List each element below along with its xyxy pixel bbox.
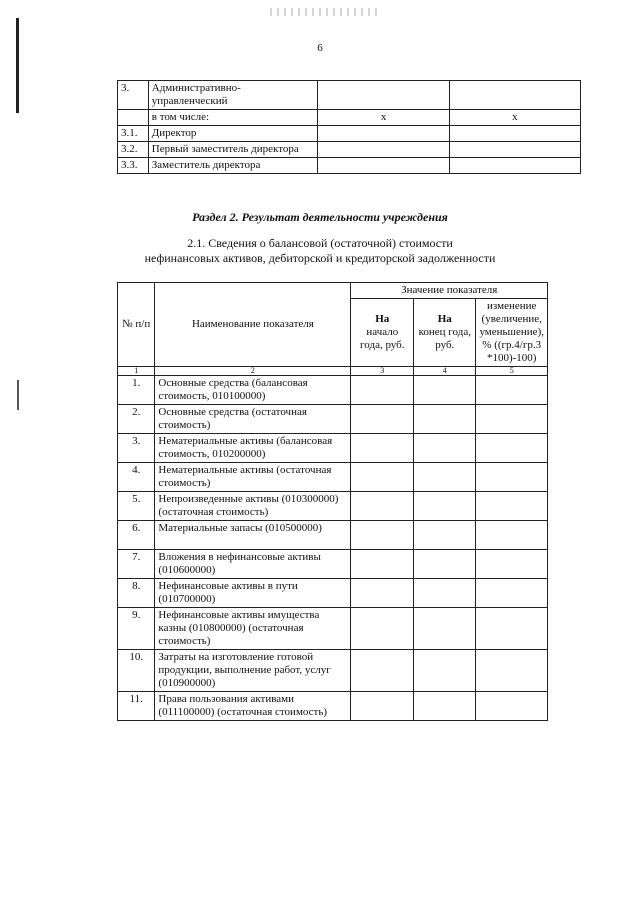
table-row	[118, 463, 548, 492]
table-row	[118, 492, 548, 521]
row-indicator-name: Нематериальные активы (остаточная стоимость)	[155, 463, 351, 492]
row-number: 8.	[118, 579, 155, 608]
row-number: 2.	[118, 405, 155, 434]
row-number: 6.	[118, 521, 155, 550]
row-number: 5.	[118, 492, 155, 521]
cell-name: в том числе:	[148, 110, 318, 126]
column-group-header-value: Значение показателя	[351, 283, 548, 299]
row-number: 3.	[118, 434, 155, 463]
table-row	[118, 692, 548, 721]
section-title: Раздел 2. Результат деятельности учреждения	[192, 210, 448, 224]
value-cell-change	[476, 650, 548, 692]
value-cell-change	[476, 376, 548, 405]
column-header-end-bold: На	[437, 313, 452, 325]
cell-c4	[449, 142, 580, 158]
cell-num: 3.3.	[118, 158, 149, 174]
table-row	[118, 126, 581, 142]
row-indicator-name: Права пользования активами (011100000) (остаточная стоимость)	[155, 692, 351, 721]
value-cell-end	[414, 492, 476, 521]
row-number: 10.	[118, 650, 155, 692]
cell-c4: x	[449, 110, 580, 126]
cell-num: 3.2.	[118, 142, 149, 158]
staff-table	[117, 80, 581, 174]
value-cell-start	[351, 434, 414, 463]
value-cell-start	[351, 579, 414, 608]
value-cell-start	[351, 463, 414, 492]
value-cell-end	[414, 650, 476, 692]
page-number: 6	[317, 42, 323, 54]
row-indicator-name: Непроизведенные активы (010300000) (остаточная стоимость)	[155, 492, 351, 521]
subsection-title	[0, 236, 640, 266]
value-cell-change	[476, 434, 548, 463]
table-row	[118, 521, 548, 550]
cell-num: 3.	[118, 81, 149, 110]
table-row	[118, 110, 581, 126]
table-row	[118, 579, 548, 608]
value-cell-start	[351, 650, 414, 692]
cell-c3: x	[318, 110, 449, 126]
table-row	[118, 550, 548, 579]
value-cell-end	[414, 521, 476, 550]
table-row	[118, 650, 548, 692]
column-index-cell: 4	[414, 367, 476, 376]
column-index-cell: 5	[476, 367, 548, 376]
row-number: 9.	[118, 608, 155, 650]
value-cell-change	[476, 579, 548, 608]
value-cell-start	[351, 550, 414, 579]
row-indicator-name: Основные средства (остаточная стоимость)	[155, 405, 351, 434]
scan-margin-mark	[16, 18, 19, 113]
subtitle-line-1: 2.1. Сведения о балансовой (остаточной) стоимости	[187, 236, 453, 250]
row-indicator-name: Нефинансовые активы имущества казны (010800000) (остаточная стоимость)	[155, 608, 351, 650]
value-cell-change	[476, 521, 548, 550]
value-cell-start	[351, 376, 414, 405]
row-number: 1.	[118, 376, 155, 405]
value-cell-start	[351, 492, 414, 521]
row-number: 7.	[118, 550, 155, 579]
column-header-end-rest: конец года, руб.	[418, 326, 471, 351]
row-indicator-name: Материальные запасы (010500000)	[155, 521, 351, 550]
row-number: 11.	[118, 692, 155, 721]
table-row	[118, 142, 581, 158]
column-header-start	[351, 299, 414, 367]
value-cell-change	[476, 492, 548, 521]
column-header-num: № п/п	[118, 283, 155, 367]
table-row	[118, 158, 581, 174]
row-indicator-name: Вложения в нефинансовые активы (010600000)	[155, 550, 351, 579]
cell-num: 3.1.	[118, 126, 149, 142]
cell-num	[118, 110, 149, 126]
assets-table	[117, 282, 548, 721]
column-header-start-rest: начало года, руб.	[360, 326, 405, 351]
column-header-start-bold: На	[375, 313, 390, 325]
table-row	[118, 405, 548, 434]
cell-c3	[318, 126, 449, 142]
value-cell-end	[414, 434, 476, 463]
value-cell-end	[414, 692, 476, 721]
row-indicator-name: Основные средства (балансовая стоимость, 010100000)	[155, 376, 351, 405]
column-index-cell: 1	[118, 367, 155, 376]
cell-name: Первый заместитель директора	[148, 142, 318, 158]
value-cell-change	[476, 550, 548, 579]
table-row	[118, 81, 581, 110]
value-cell-end	[414, 376, 476, 405]
cell-c3	[318, 142, 449, 158]
row-number: 4.	[118, 463, 155, 492]
value-cell-start	[351, 521, 414, 550]
value-cell-start	[351, 692, 414, 721]
column-index-cell: 3	[351, 367, 414, 376]
table-row	[118, 434, 548, 463]
column-index-row	[118, 367, 548, 376]
cell-c4	[449, 81, 580, 110]
value-cell-end	[414, 463, 476, 492]
scan-noise	[270, 8, 380, 16]
scan-margin-mark	[17, 380, 19, 410]
column-index-cell: 2	[155, 367, 351, 376]
value-cell-change	[476, 405, 548, 434]
cell-c4	[449, 126, 580, 142]
column-header-change: изменение (увеличение, уменьшение), % ((гр.4/гр.3 *100)-100)	[476, 299, 548, 367]
value-cell-start	[351, 608, 414, 650]
value-cell-end	[414, 405, 476, 434]
cell-c4	[449, 158, 580, 174]
subtitle-line-2: нефинансовых активов, дебиторской и кредиторской задолженности	[144, 251, 496, 265]
cell-name: Директор	[148, 126, 318, 142]
row-indicator-name: Нефинансовые активы в пути (010700000)	[155, 579, 351, 608]
value-cell-change	[476, 692, 548, 721]
table-row	[118, 376, 548, 405]
row-indicator-name: Затраты на изготовление готовой продукции, выполнение работ, услуг (010900000)	[155, 650, 351, 692]
cell-c3	[318, 158, 449, 174]
cell-name: Заместитель директора	[148, 158, 318, 174]
column-header-name: Наименование показателя	[155, 283, 351, 367]
table-row	[118, 608, 548, 650]
value-cell-change	[476, 463, 548, 492]
value-cell-end	[414, 550, 476, 579]
value-cell-end	[414, 608, 476, 650]
column-header-end	[414, 299, 476, 367]
row-indicator-name: Нематериальные активы (балансовая стоимость, 010200000)	[155, 434, 351, 463]
value-cell-end	[414, 579, 476, 608]
cell-name: Административно-управленческий	[148, 81, 318, 110]
value-cell-change	[476, 608, 548, 650]
cell-c3	[318, 81, 449, 110]
value-cell-start	[351, 405, 414, 434]
